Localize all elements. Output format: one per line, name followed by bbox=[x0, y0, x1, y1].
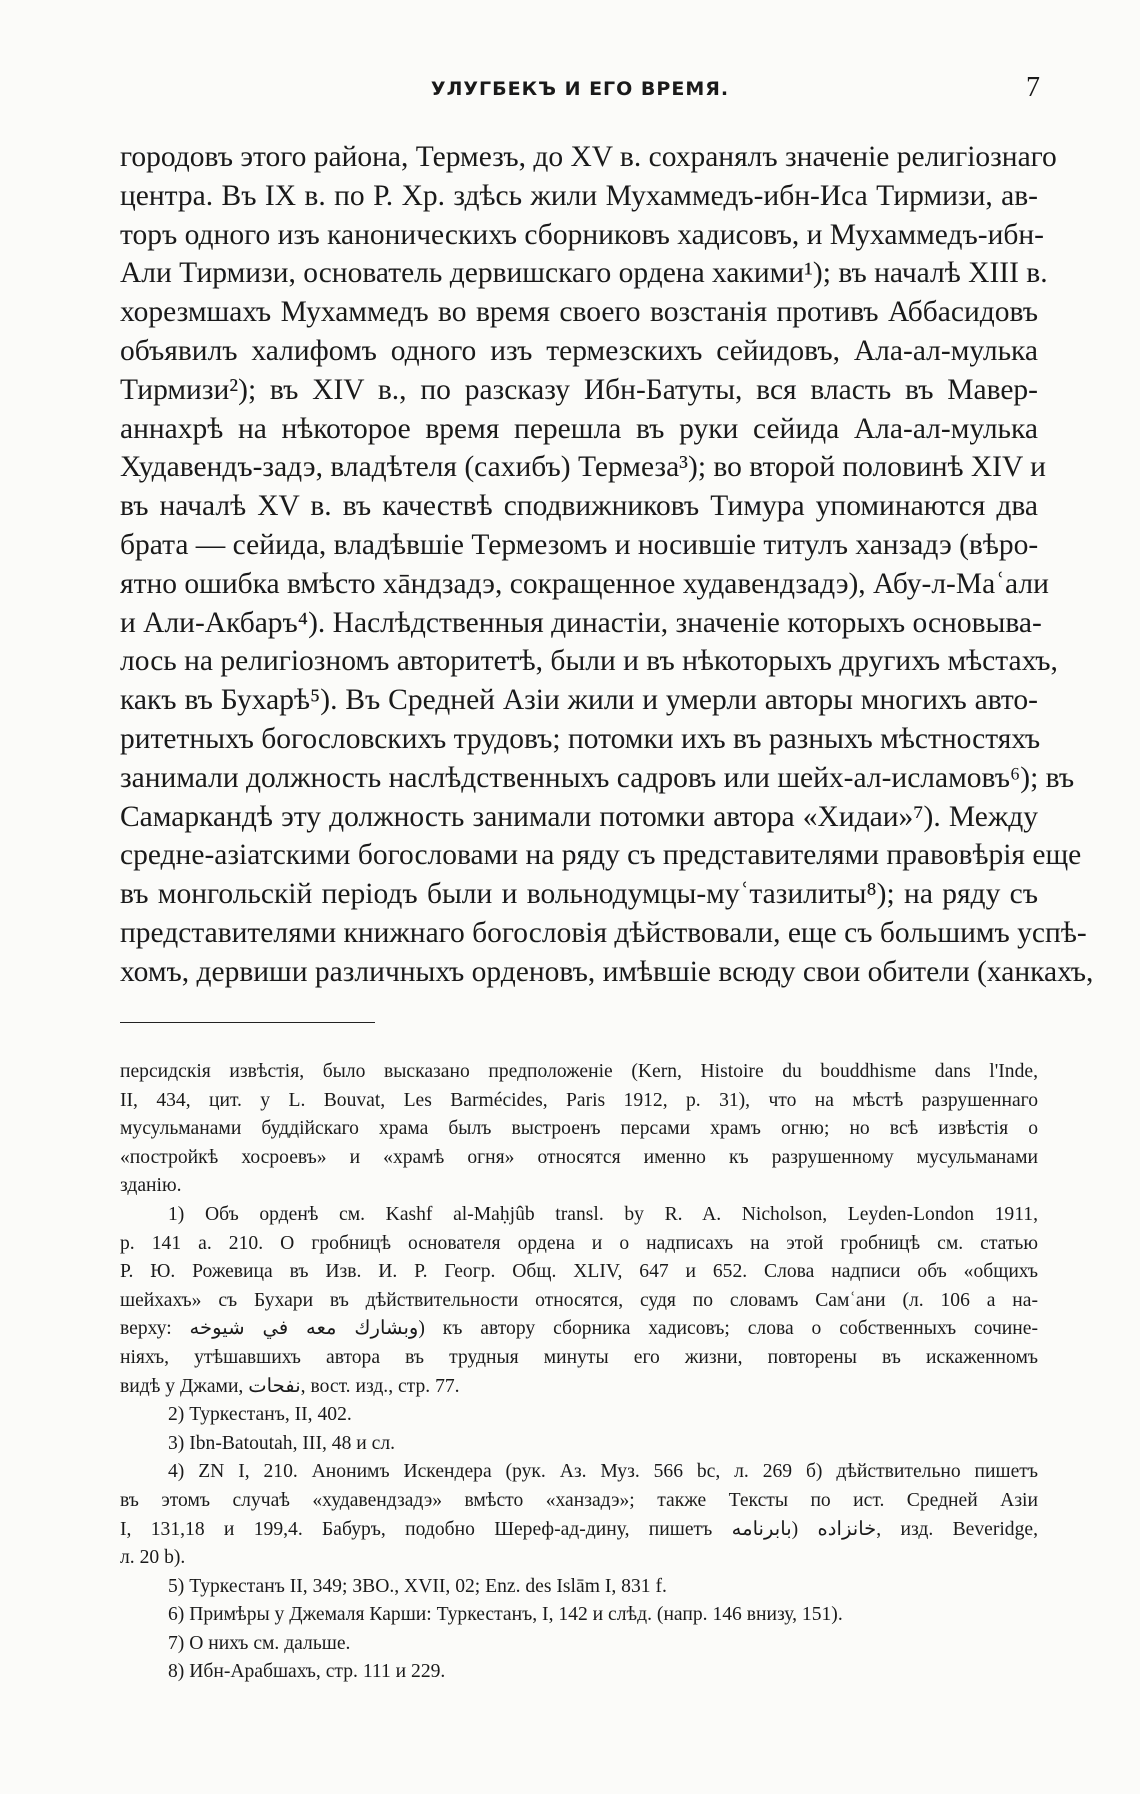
text-line: торъ одного изъ каноническихъ сборниковъ хадисовъ, и Мухаммедъ-ибн- bbox=[120, 218, 1044, 251]
footnote-line: 3) Ibn-Batoutah, III, 48 и сл. bbox=[168, 1432, 396, 1454]
footnote-line: «постройкѣ хосроевъ» и «храмѣ огня» относятся именно къ разрушенному мусульманами bbox=[120, 1146, 1038, 1168]
text-line: Тирмизи²); въ XIV в., по разсказу Ибн-Батуты, вся власть въ Мавер- bbox=[120, 373, 1038, 406]
footnote-line: ніяхъ, утѣшавшихъ автора въ трудныя минуты его жизни, повторены въ искаженномъ bbox=[120, 1346, 1038, 1368]
page-header bbox=[120, 72, 1040, 112]
footnote-line: л. 20 b). bbox=[120, 1547, 186, 1569]
footnotes bbox=[120, 1058, 1038, 1687]
text-line: хомъ, дервиши различныхъ орденовъ, имѣвшіе всюду свои обители (ханкахъ, bbox=[120, 955, 1094, 988]
text-line: городовъ этого района, Термезъ, до XV в. сохранялъ значеніе религіознаго bbox=[120, 141, 1057, 173]
main-text bbox=[120, 138, 1094, 992]
footnote-line: 7) О нихъ см. дальше. bbox=[168, 1632, 351, 1654]
text-line: лось на религіозномъ авторитетѣ, были и въ нѣкоторыхъ другихъ мѣстахъ, bbox=[120, 645, 1058, 678]
text-line: и Али-Акбаръ⁴). Наслѣдственныя династіи, значеніе которыхъ основыва- bbox=[120, 606, 1042, 639]
footnote-line: зданію. bbox=[120, 1175, 182, 1197]
page-number: 7 bbox=[1026, 72, 1040, 103]
footnote-line: 5) Туркестанъ II, 349; ЗВО., XVII, 02; Enz. des Islām I, 831 f. bbox=[168, 1575, 667, 1597]
footnote-line: 8) Ибн-Арабшахъ, стр. 111 и 229. bbox=[168, 1661, 446, 1683]
footnote-line: въ этомъ случаѣ «худавендзадэ» вмѣсто «ханзадэ»; также Тексты по ист. Средней Азіи bbox=[120, 1489, 1038, 1511]
footnote-line: 1) Объ орденѣ см. Kashf al-Maḥjûb transl. by R. A. Nicholson, Leyden-London 1911, bbox=[168, 1203, 1038, 1225]
footnote-line: персидскія извѣстія, было высказано предположеніе (Kern, Histoire du bouddhisme dans l'Inde, bbox=[120, 1061, 1038, 1082]
footnote-line: 6) Примѣры у Джемаля Карши: Туркестанъ, I, 142 и слѣд. (напр. 146 внизу, 151). bbox=[168, 1604, 843, 1626]
text-line: центра. Въ IX в. по Р. Хр. здѣсь жили Мухаммедъ-ибн-Иса Тирмизи, ав- bbox=[120, 179, 1038, 212]
text-line: Самаркандѣ эту должность занимали потомки автора «Хидаи»⁷). Между bbox=[120, 800, 1038, 833]
text-line: занимали должность наслѣдственныхъ садровъ или шейх-ал-исламовъ⁶); въ bbox=[120, 761, 1075, 794]
text-line: объявилъ халифомъ одного изъ термезскихъ сейидовъ, Ала-ал-мулька bbox=[120, 334, 1038, 367]
footnote-line: 4) ZN I, 210. Анонимъ Искендера (рук. Аз. Муз. 566 bc, л. 269 б) дѣйствительно пишетъ bbox=[168, 1461, 1038, 1483]
footnote-line: видѣ у Джами, نفحات, вост. изд., стр. 77. bbox=[120, 1375, 460, 1397]
footnote-line: 2) Туркестанъ, II, 402. bbox=[168, 1404, 352, 1426]
text-line: въ началѣ XV в. въ качествѣ сподвижниковъ Тимура упоминаются два bbox=[120, 490, 1038, 523]
text-line: хорезмшахъ Мухаммедъ во время своего возстанія противъ Аббасидовъ bbox=[120, 296, 1038, 329]
text-line: Али Тирмизи, основатель дервишскаго ордена хакими¹); въ началѣ XIII в. bbox=[120, 257, 1048, 290]
text-line: ритетныхъ богословскихъ трудовъ; потомки ихъ въ разныхъ мѣстностяхъ bbox=[120, 722, 1041, 755]
footnote-line: Р. Ю. Рожевица въ Изв. И. Р. Геогр. Общ. XLIV, 647 и 652. Слова надписи объ «общихъ bbox=[120, 1261, 1038, 1283]
footnote-line: II, 434, цит. у L. Bouvat, Les Barmécides, Paris 1912, p. 31), что на мѣстѣ разрушеннаго bbox=[120, 1089, 1038, 1111]
footnote-line: верху: وبشارك معه في شيوخه) къ автору сборника хадисовъ; слова о собственныхъ сочине- bbox=[120, 1318, 1039, 1340]
text-line: Худавендъ-задэ, владѣтеля (сахибъ) Термеза³); во второй половинѣ XIV и bbox=[120, 451, 1046, 484]
footnote-line: p. 141 a. 210. О гробницѣ основателя ордена и о надписахъ на этой гробницѣ см. статью bbox=[120, 1232, 1038, 1254]
text-line: какъ въ Бухарѣ⁵). Въ Средней Азіи жили и умерли авторы многихъ авто- bbox=[120, 684, 1038, 717]
footnote-divider bbox=[120, 1022, 375, 1023]
footnote-line: шейхахъ» съ Бухари въ дѣйствительности относятся, судя по словамъ Самʿани (л. 106 а на- bbox=[120, 1289, 1038, 1311]
footnote-line: мусульманами буддійскаго храма былъ выстроенъ персами храмъ огню; но всѣ извѣстія о bbox=[120, 1118, 1038, 1140]
text-line: аннахрѣ на нѣкоторое время перешла въ руки сейида Ала-ал-мулька bbox=[120, 412, 1038, 445]
text-line: въ монгольскій періодъ были и вольнодумцы-муʿтазилиты⁸); на ряду съ bbox=[120, 878, 1038, 911]
footnote-line: I, 131,18 и 199,4. Бабуръ, подобно Шереф-ад-дину, пишетъ خانزاده (بابرنامه, изд. Beveridge, bbox=[120, 1518, 1038, 1540]
text-line: брата — сейида, владѣвшіе Термезомъ и носившіе титулъ ханзадэ (вѣро- bbox=[120, 528, 1039, 561]
text-line: ятно ошибка вмѣсто хāндзадэ, сокращенное худавендзадэ), Абу-л-Маʿали bbox=[120, 567, 1049, 600]
text-line: средне-азіатскими богословами на ряду съ представителями правовѣрія еще bbox=[120, 839, 1082, 872]
running-title: УЛУГБЕКЪ И ЕГО ВРЕМЯ. bbox=[430, 78, 730, 100]
text-line: представителями книжнаго богословія дѣйствовали, еще съ большимъ успѣ- bbox=[120, 916, 1087, 949]
